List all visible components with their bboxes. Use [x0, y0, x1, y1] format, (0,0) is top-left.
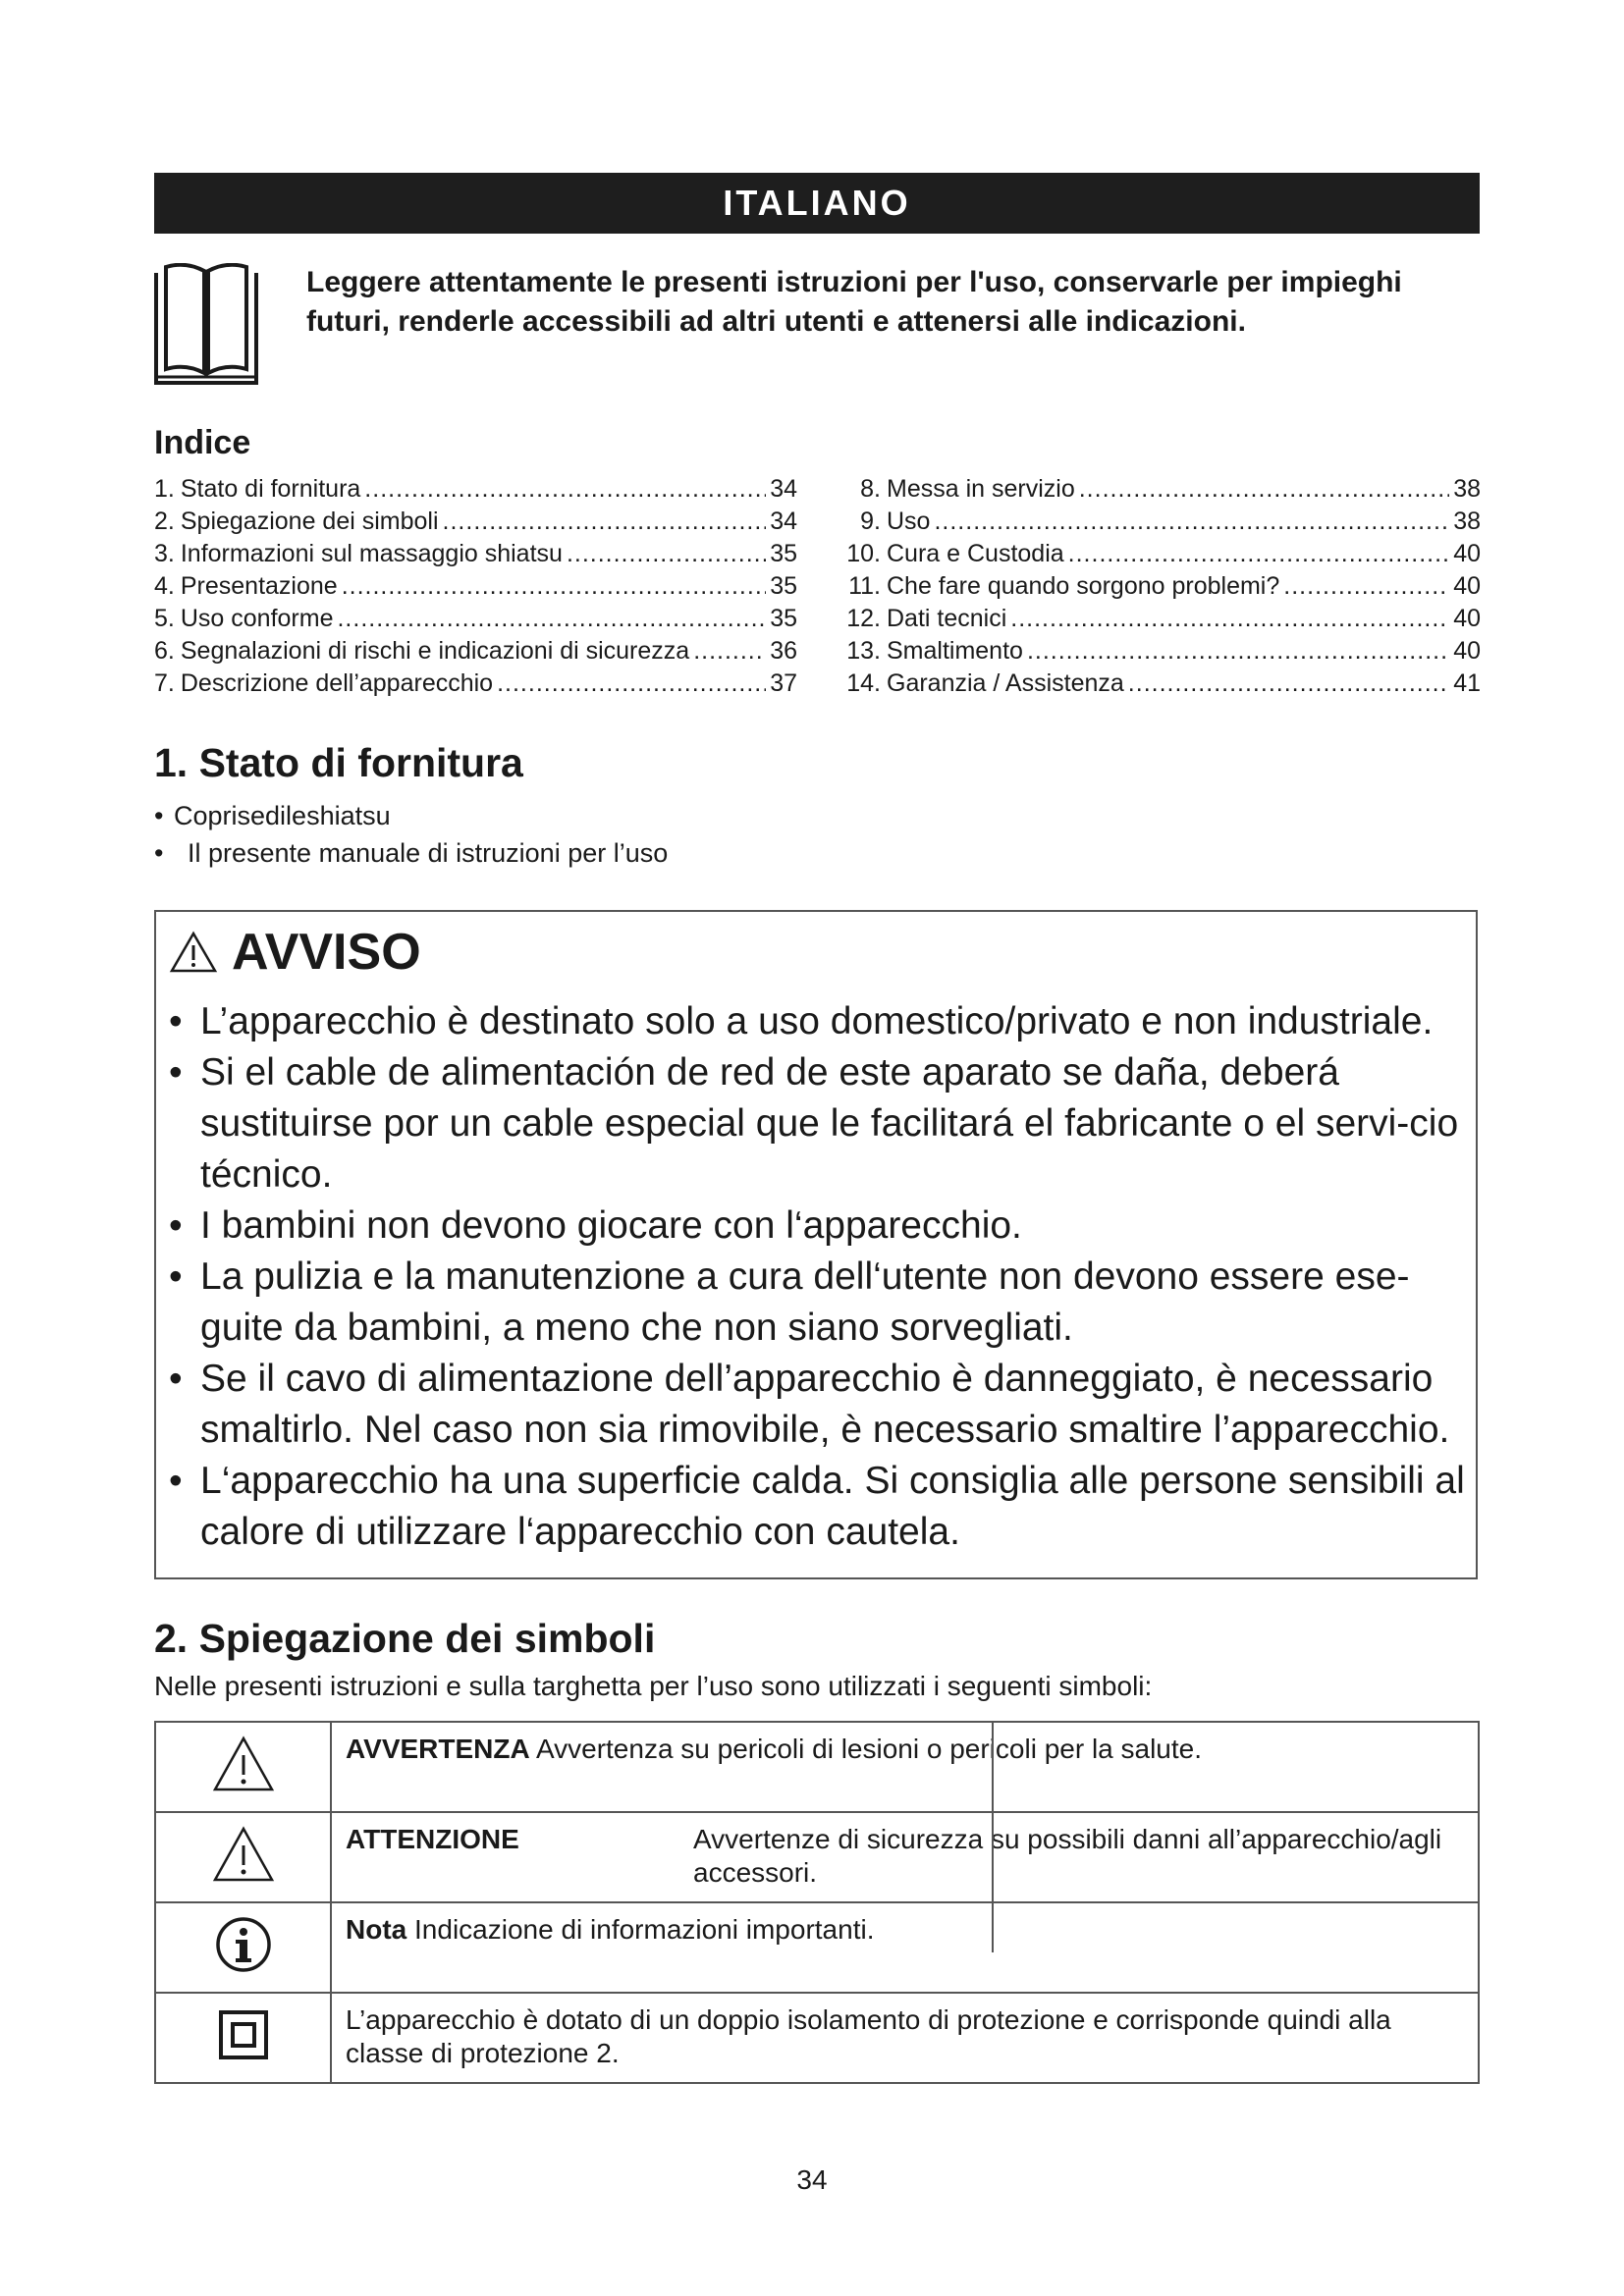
symbols-table — [154, 1721, 1480, 2084]
info-icon — [215, 1916, 272, 1973]
warning-triangle-icon — [169, 931, 218, 974]
warning-item: • Se il cavo di alimentazione dell’apparecchio è danneggiato, è necessario smaltirlo. Nel caso non sia rimovibile, è necessario smaltire l’apparecchio. — [169, 1358, 1450, 1451]
toc-entry: 9. Uso ..... 38 — [837, 506, 1481, 538]
toc-entry: 8. Messa in servizio ..... 38 — [837, 473, 1481, 506]
toc-entry: 11. Che fare quando sorgono problemi? ..... 40 — [837, 570, 1481, 603]
toc-entry: 1. Stato di fornitura ..... 34 — [154, 473, 797, 506]
warning-title: AVVISO — [169, 923, 421, 982]
index-heading: Indice — [154, 424, 251, 461]
symbol-description: ATTENZIONE Avvertenze di sicurezza su possibili danni all’apparecchio/agli accessori. — [331, 1812, 1479, 1902]
warning-triangle-icon — [212, 1735, 275, 1792]
toc-entry: 14. Garanzia / Assistenza ..... 41 — [837, 667, 1481, 700]
warning-item: • Si el cable de alimentación de red de este aparato se daña, deberá sustituirse por un cable especial que le facilitará el fabricante o el servi-cio técnico. — [169, 1051, 1459, 1196]
symbol-description: Nota Indicazione di informazioni importanti. — [331, 1902, 1479, 1993]
symbol-icon-cell — [155, 1993, 331, 2083]
warning-list — [169, 996, 1470, 1558]
double-insulation-icon — [218, 2009, 269, 2060]
warning-item: • L‘apparecchio ha una superficie calda. Si consiglia alle persone sensibili al calore di utilizzare l‘apparecchio con cautela. — [169, 1460, 1465, 1553]
symbol-description: L’apparecchio è dotato di un doppio isolamento di protezione e corrisponde quindi alla classe di protezione 2. — [331, 1993, 1479, 2083]
toc-entry: 12. Dati tecnici ..... 40 — [837, 603, 1481, 635]
toc-column-2 — [837, 473, 1481, 700]
list-item: • Il presente manuale di istruzioni per l’uso — [154, 838, 669, 868]
warning-triangle-icon — [212, 1826, 275, 1883]
warning-item: • La pulizia e la manutenzione a cura dell‘utente non devono essere ese-guite da bambini, a meno che non siano sorvegliati. — [169, 1255, 1410, 1349]
table-row — [155, 1902, 1479, 1993]
table-row — [155, 1722, 1479, 1812]
symbol-description: AVVERTENZA Avvertenza su pericoli di lesioni o pericoli per la salute. — [331, 1722, 1479, 1812]
toc-column-1 — [154, 473, 797, 700]
symbols-intro: Nelle presenti istruzioni e sulla targhetta per l’uso sono utilizzati i seguenti simboli: — [154, 1671, 1153, 1701]
toc-entry: 13. Smaltimento ..... 40 — [837, 635, 1481, 667]
toc-entry: 2. Spiegazione dei simboli ..... 34 — [154, 506, 797, 538]
section-heading-supply: 1. Stato di fornitura — [154, 740, 523, 785]
list-item: • Coprisedileshiatsu — [154, 801, 391, 830]
symbol-icon-cell — [155, 1902, 331, 1993]
toc-entry: 4. Presentazione ..... 35 — [154, 570, 797, 603]
table-row — [155, 1993, 1479, 2083]
warning-item: • I bambini non devono giocare con l‘apparecchio. — [169, 1204, 1022, 1247]
page-number: 34 — [796, 2164, 828, 2195]
read-manual-book-icon — [152, 263, 260, 387]
intro-instruction: Leggere attentamente le presenti istruzioni per l'uso, conservarle per impieghi futuri, renderle accessibili ad altri utenti e attenersi alle indicazioni. — [306, 266, 1402, 338]
toc-entry: 10. Cura e Custodia ..... 40 — [837, 538, 1481, 570]
toc-entry: 5. Uso conforme ..... 35 — [154, 603, 797, 635]
section-heading-symbols: 2. Spiegazione dei simboli — [154, 1616, 656, 1661]
toc-entry: 3. Informazioni sul massaggio shiatsu ..... 35 — [154, 538, 797, 570]
toc-entry: 7. Descrizione dell’apparecchio ..... 37 — [154, 667, 797, 700]
warning-item: • L’apparecchio è destinato solo a uso domestico/privato e non industriale. — [169, 1000, 1434, 1042]
language-banner: ITALIANO — [154, 173, 1480, 234]
supply-list — [154, 797, 668, 872]
symbol-icon-cell — [155, 1812, 331, 1902]
symbol-icon-cell — [155, 1722, 331, 1812]
toc-entry: 6. Segnalazioni di rischi e indicazioni di sicurezza ..... 36 — [154, 635, 797, 667]
table-row — [155, 1812, 1479, 1902]
